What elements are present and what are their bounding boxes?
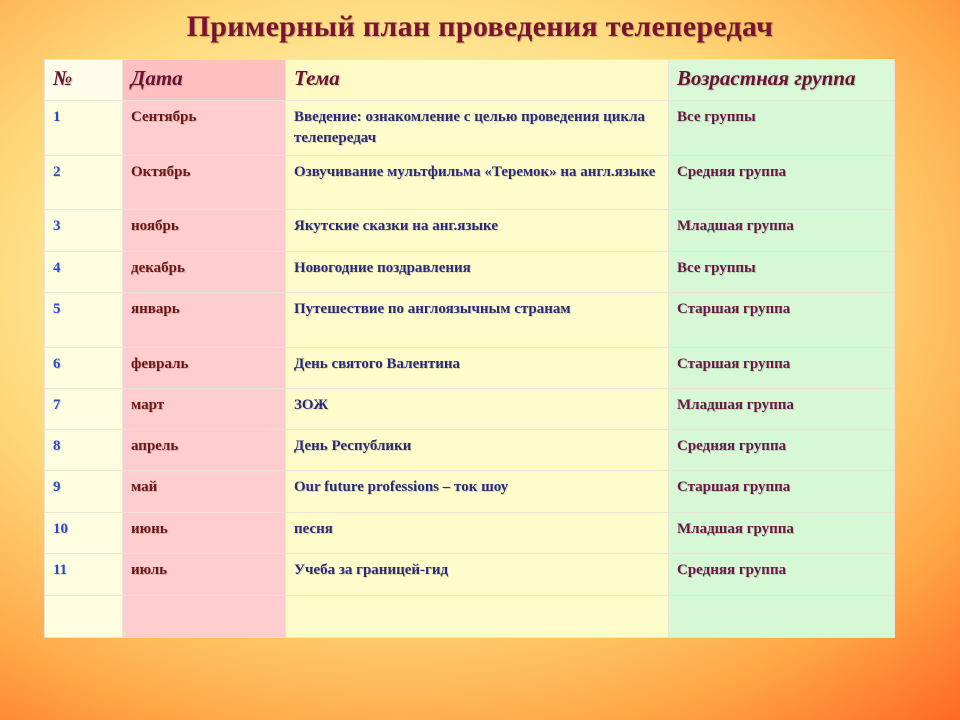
row-date: июль [123, 554, 286, 596]
row-topic: День Республики [286, 430, 669, 471]
row-num: 10 [45, 513, 123, 554]
row-num: 9 [45, 471, 123, 513]
row-date: май [123, 471, 286, 513]
row-num: 2 [45, 156, 123, 210]
row-topic: День святого Валентина [286, 348, 669, 389]
row-date [123, 596, 286, 638]
row-group: Средняя группа [669, 554, 895, 596]
row-topic: Введение: ознакомление с целью проведения цикла телепередач [286, 101, 669, 156]
row-topic [286, 596, 669, 638]
row-date: апрель [123, 430, 286, 471]
row-group: Средняя группа [669, 430, 895, 471]
table-row [45, 430, 895, 471]
header-group: Возрастная группа [669, 60, 895, 101]
table-row [45, 210, 895, 252]
table-row [45, 513, 895, 554]
table-row [45, 156, 895, 210]
row-date: июнь [123, 513, 286, 554]
row-num: 4 [45, 252, 123, 293]
row-topic: Новогодние поздравления [286, 252, 669, 293]
row-num [45, 596, 123, 638]
table-row [45, 293, 895, 348]
row-topic: Учеба за границей-гид [286, 554, 669, 596]
row-num: 8 [45, 430, 123, 471]
page-title: Примерный план проведения телепередач [186, 10, 774, 43]
row-date: февраль [123, 348, 286, 389]
row-num: 5 [45, 293, 123, 348]
row-group: Средняя группа [669, 156, 895, 210]
row-topic: Якутские сказки на анг.языке [286, 210, 669, 252]
row-topic: Путешествие по англоязычным странам [286, 293, 669, 348]
row-topic: Озвучивание мультфильма «Теремок» на англ.языке [286, 156, 669, 210]
row-date: Октябрь [123, 156, 286, 210]
row-group: Старшая группа [669, 471, 895, 513]
row-num: 3 [45, 210, 123, 252]
row-date: январь [123, 293, 286, 348]
row-group: Все группы [669, 252, 895, 293]
row-group [669, 596, 895, 638]
row-date: декабрь [123, 252, 286, 293]
header-topic: Тема [286, 60, 669, 101]
row-group: Младшая группа [669, 513, 895, 554]
row-group: Младшая группа [669, 210, 895, 252]
row-topic: ЗОЖ [286, 389, 669, 430]
table-row [45, 101, 895, 156]
table-row [45, 596, 895, 638]
row-group: Старшая группа [669, 293, 895, 348]
row-date: ноябрь [123, 210, 286, 252]
table-row [45, 554, 895, 596]
schedule-table [44, 59, 895, 638]
row-num: 7 [45, 389, 123, 430]
header-date: Дата [123, 60, 286, 101]
row-date: март [123, 389, 286, 430]
header-num: № [45, 60, 123, 101]
table-row [45, 252, 895, 293]
row-topic: Our future professions – ток шоу [286, 471, 669, 513]
row-num: 11 [45, 554, 123, 596]
row-group: Младшая группа [669, 389, 895, 430]
row-date: Сентябрь [123, 101, 286, 156]
row-group: Старшая группа [669, 348, 895, 389]
table-row [45, 471, 895, 513]
row-group: Все группы [669, 101, 895, 156]
row-num: 6 [45, 348, 123, 389]
row-topic: песня [286, 513, 669, 554]
table-row [45, 389, 895, 430]
header-row [45, 60, 895, 101]
row-num: 1 [45, 101, 123, 156]
table-row [45, 348, 895, 389]
